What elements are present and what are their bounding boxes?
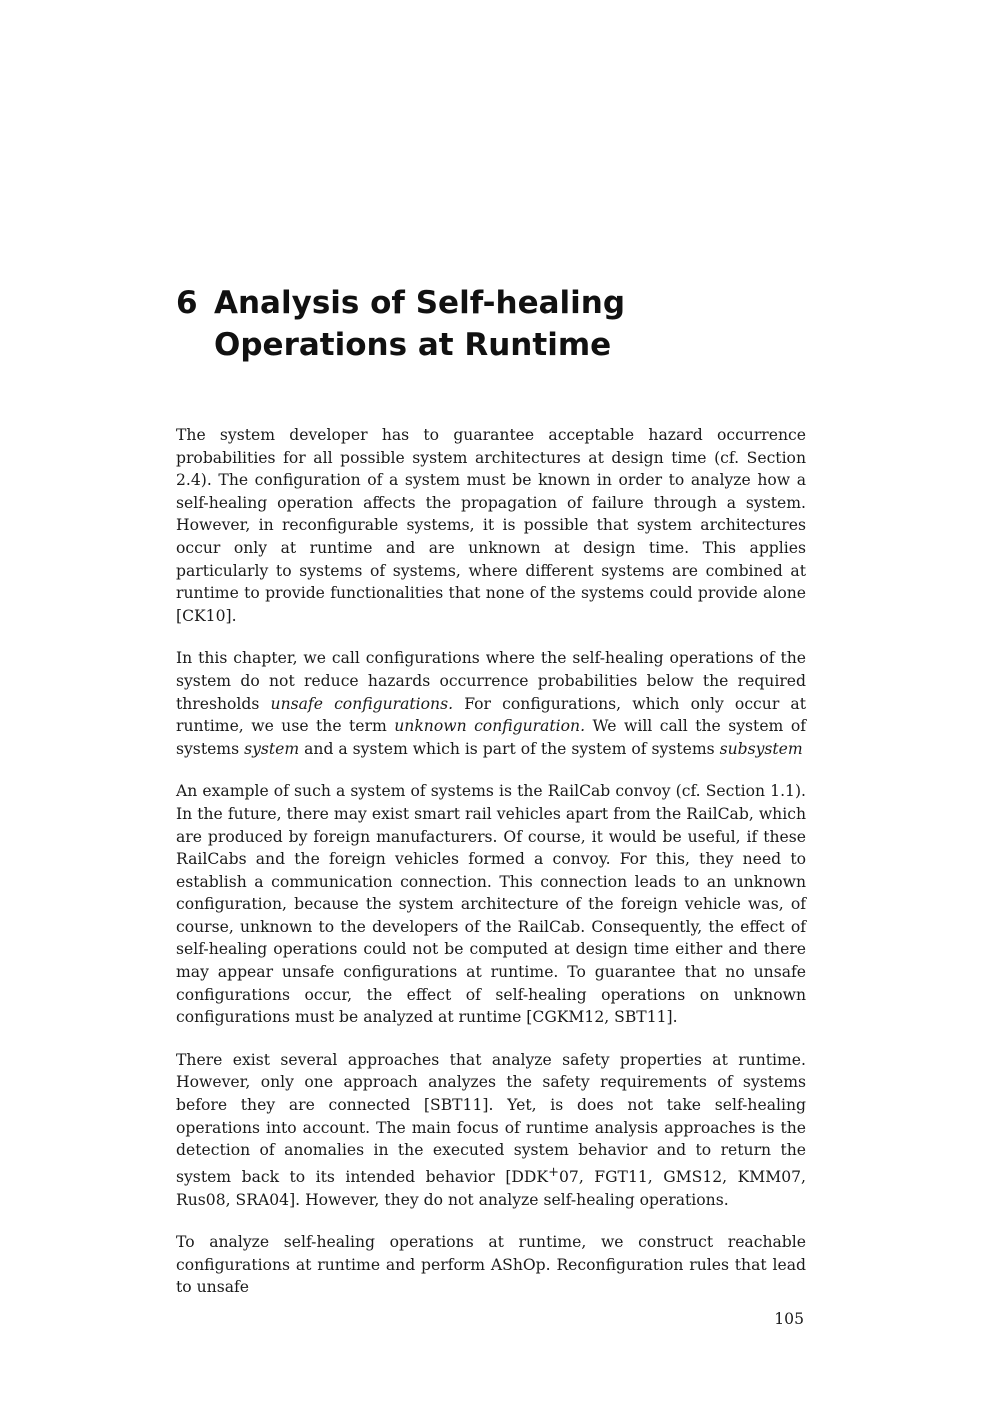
term-subsystem: subsystem bbox=[719, 739, 803, 758]
paragraph-2-text-2: For configurations, which only occur at runtime, we use the term bbox=[176, 694, 806, 736]
paragraph-4 bbox=[176, 1049, 806, 1211]
chapter-title: Analysis of Self-healing Operations at Runtime bbox=[214, 285, 626, 363]
chapter-number: 6 bbox=[176, 285, 198, 321]
paragraph-3: An example of such a system of systems is the RailCab convoy (cf. Section 1.1). In the future, there may exist smart rail vehicles apart from the RailCab, which are produced by foreign manufacturers. Of course, it would be useful, if these RailCabs and the foreign vehicles formed a convoy. For this, they need to establish a communication connection. This connection leads to an unknown configuration, because the system architecture of the foreign vehicle was, of course, unknown to the developers of the RailCab. Consequently, the effect of self-healing operations could not be computed at design time either and there may appear unsafe configurations at runtime. To guarantee that no unsafe configurations occur, the effect of self-healing operations on unknown configurations must be analyzed at runtime [CGKM12, SBT11]. bbox=[176, 782, 806, 1027]
chapter-heading bbox=[176, 282, 816, 366]
body-text bbox=[176, 424, 806, 1299]
page-number: 105 bbox=[774, 1310, 804, 1328]
paragraph-2-text-3: We will call the system of systems bbox=[176, 717, 806, 758]
term-unknown-configuration: unknown configuration. bbox=[394, 717, 586, 736]
paragraph-5: To analyze self-healing operations at runtime, we construct reachable configurations at runtime and perform AShOp. Reconfiguration rules that lead to unsafe bbox=[176, 1233, 806, 1297]
paragraph-2 bbox=[176, 647, 806, 760]
paragraph-1: The system developer has to guarantee acceptable hazard occurrence probabilities for all possible system architectures at design time (cf. Section 2.4). The configuration of a system must be known in order to analyze how a self-healing operation affects the propagation of failure through a system. However, in reconfigurable systems, it is possible that system architectures occur only at runtime and are unknown at design time. This applies particularly to systems of systems, where different systems are combined at runtime to provide functionalities that none of the systems could provide alone [CK10]. bbox=[176, 426, 806, 625]
paragraph-4-text-2: 07, FGT11, GMS12, KMM07, Rus08, SRA04]. However, they do not analyze self-healing operations. bbox=[176, 1168, 807, 1209]
term-unsafe-configurations: unsafe configurations. bbox=[270, 694, 454, 713]
superscript-plus: + bbox=[548, 1164, 559, 1180]
paragraph-2-text-1: In this chapter, we call configurations where the self-healing operations of the system do not reduce hazards occurrence probabilities below the required thresholds bbox=[176, 649, 806, 713]
paragraph-4-text-1: There exist several approaches that analyze safety properties at runtime. However, only one approach analyzes the safety requirements of systems before they are connected [SBT11]. Yet, is does not take self-healing operations into account. The main focus of runtime analysis approaches is the detection of anomalies in the executed system behavior and to return the system back to its intended behavior [DDK bbox=[176, 1050, 806, 1186]
term-system: system bbox=[244, 739, 300, 758]
paragraph-2-text-4: and a system which is part of the system of systems bbox=[299, 739, 720, 758]
